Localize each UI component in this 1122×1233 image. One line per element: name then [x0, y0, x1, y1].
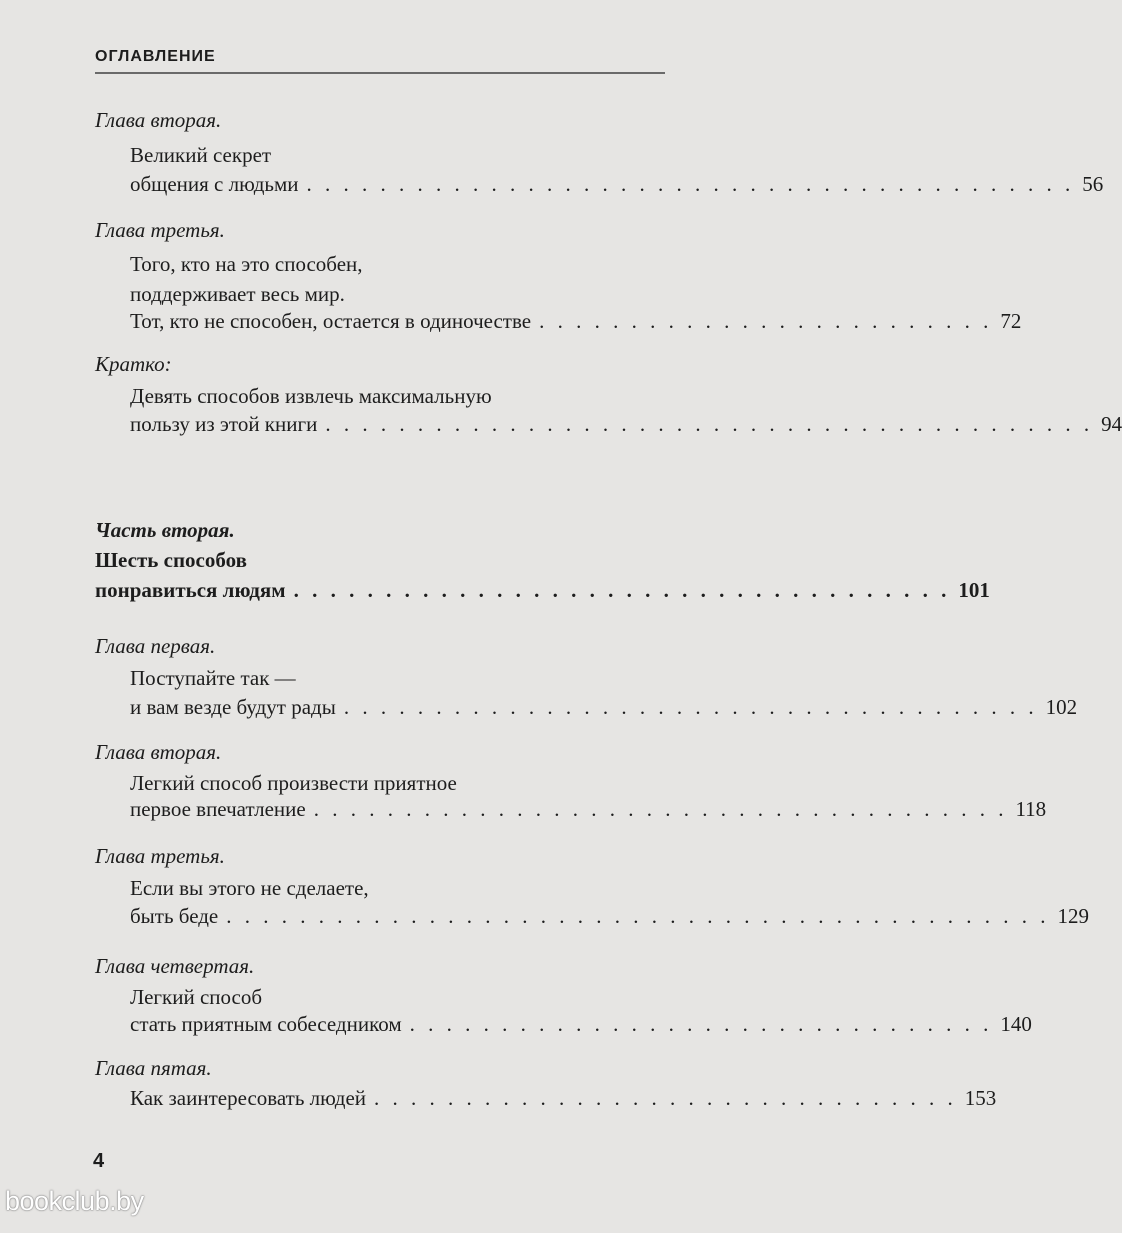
leader-dots: . . . . . . . . . . . . . . . . . . . . . . . . . . . . . . . . . . . . . . . . . . . . . — [226, 904, 1050, 928]
toc-page-number: 102 — [1045, 695, 1078, 719]
chapter-heading: Глава четвертая. — [95, 954, 255, 978]
toc-entry — [130, 1086, 997, 1111]
toc-entry-text: Тот, кто не способен, остается в одиночестве — [130, 309, 532, 333]
part-entry-text: понравиться людям — [95, 578, 286, 602]
page-header: ОГЛАВЛЕНИЕ — [95, 48, 665, 74]
toc-entry — [130, 695, 1078, 720]
toc-entry-text: и вам везде будут рады — [130, 695, 336, 719]
chapter-heading: Глава пятая. — [95, 1056, 212, 1080]
toc-page-number: 56 — [1082, 172, 1104, 196]
part-label: Часть вторая. — [95, 518, 235, 542]
toc-page-number: 94 — [1101, 412, 1122, 436]
part-title: Шесть способов — [95, 548, 247, 572]
toc-page-number: 118 — [1015, 797, 1047, 821]
toc-entry-text: Как заинтересовать людей — [130, 1086, 367, 1110]
chapter-title-line: Легкий способ произвести приятное — [130, 771, 457, 795]
toc-entry — [130, 172, 1104, 197]
part-entry — [95, 578, 990, 603]
toc-entry — [130, 309, 1022, 334]
toc-page-number: 129 — [1057, 904, 1090, 928]
leader-dots: . . . . . . . . . . . . . . . . . . . . . . . . . . . . . . . . — [409, 1012, 993, 1036]
leader-dots: . . . . . . . . . . . . . . . . . . . . . . . . . . . . . . . . . . . . — [293, 578, 951, 602]
chapter-title-line: Великий секрет — [130, 143, 272, 167]
chapter-title-line: Если вы этого не сделаете, — [130, 876, 369, 900]
chapter-heading: Глава первая. — [95, 634, 216, 658]
part-page-number: 101 — [958, 578, 990, 602]
chapter-heading: Глава третья. — [95, 844, 225, 868]
leader-dots: . . . . . . . . . . . . . . . . . . . . . . . . . . . . . . . . . . . . . . — [313, 797, 1008, 821]
toc-entry — [130, 797, 1047, 822]
toc-entry — [130, 412, 1122, 437]
toc-entry-text: пользу из этой книги — [130, 412, 318, 436]
toc-entry-text: общения с людьми — [130, 172, 299, 196]
toc-entry — [130, 1012, 1032, 1037]
toc-entry-text: стать приятным собеседником — [130, 1012, 402, 1036]
chapter-title-line: Поступайте так — — [130, 666, 296, 690]
chapter-heading: Кратко: — [95, 352, 172, 376]
leader-dots: . . . . . . . . . . . . . . . . . . . . . . . . . . . . . . . . . . . . . . . . . . — [306, 172, 1075, 196]
chapter-title-line: Того, кто на это способен, — [130, 252, 363, 276]
toc-page-number: 153 — [964, 1086, 997, 1110]
chapter-heading: Глава третья. — [95, 218, 225, 242]
chapter-heading: Глава вторая. — [95, 108, 222, 132]
leader-dots: . . . . . . . . . . . . . . . . . . . . . . . . . — [539, 309, 993, 333]
toc-entry — [130, 904, 1090, 929]
chapter-title-line: Легкий способ — [130, 985, 263, 1009]
chapter-title-line: поддерживает весь мир. — [130, 282, 345, 306]
leader-dots: . . . . . . . . . . . . . . . . . . . . . . . . . . . . . . . . . . . . . . . . . . — [325, 412, 1094, 436]
page-number: 4 — [93, 1150, 105, 1172]
chapter-heading: Глава вторая. — [95, 740, 222, 764]
toc-page-number: 140 — [1000, 1012, 1032, 1036]
toc-page-number: 72 — [1000, 309, 1022, 333]
toc-entry-text: быть беде — [130, 904, 219, 928]
leader-dots: . . . . . . . . . . . . . . . . . . . . . . . . . . . . . . . . . . . . . . — [343, 695, 1038, 719]
toc-entry-text: первое впечатление — [130, 797, 306, 821]
chapter-title-line: Девять способов извлечь максимальную — [130, 384, 492, 408]
leader-dots: . . . . . . . . . . . . . . . . . . . . . . . . . . . . . . . . — [374, 1086, 957, 1110]
watermark: bookclub.by — [5, 1186, 144, 1216]
